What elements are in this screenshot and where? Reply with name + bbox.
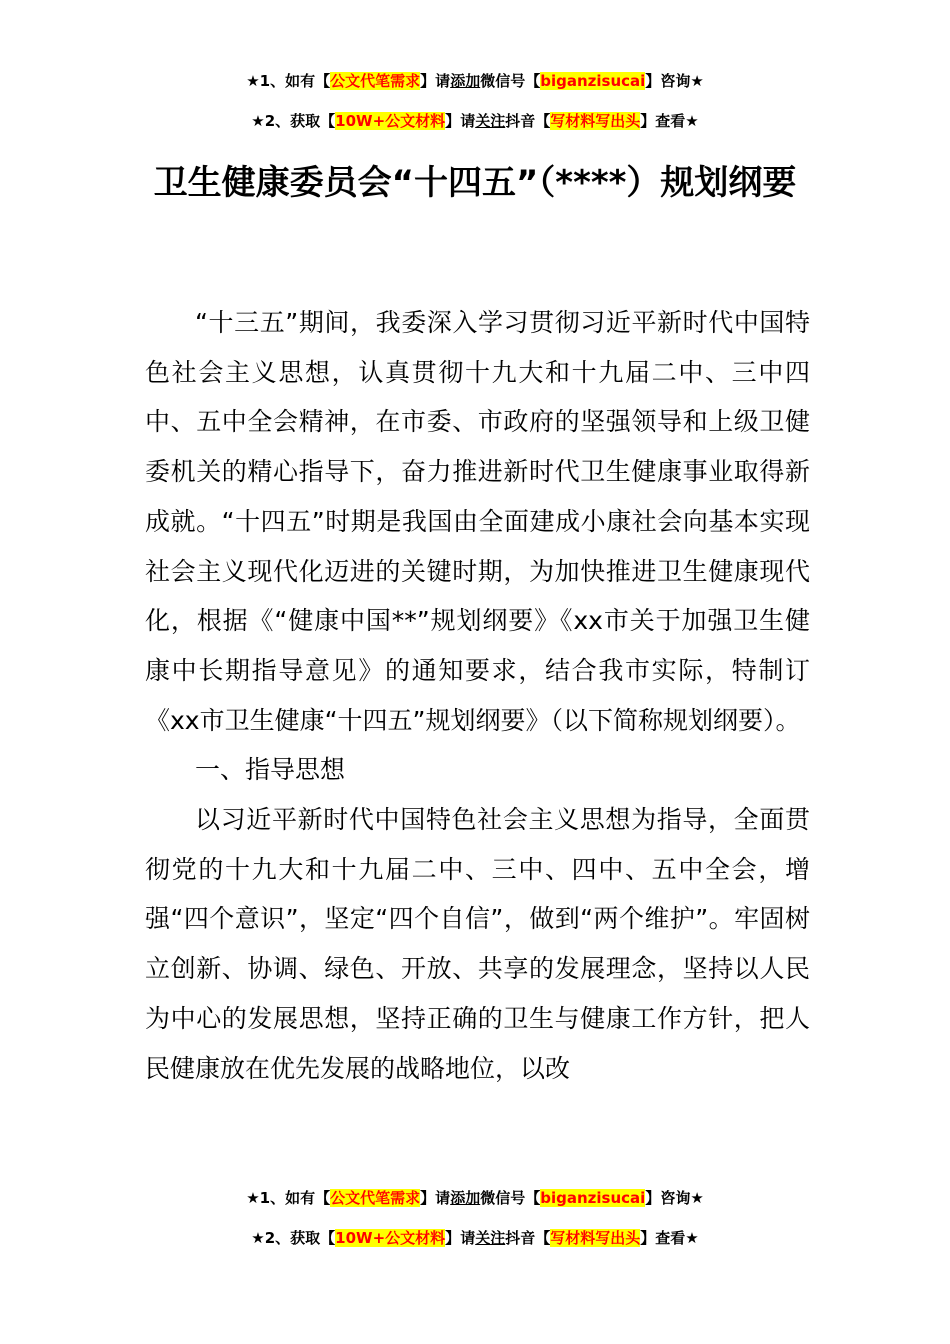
bracket: 】 <box>640 1229 656 1247</box>
banner-text: 咨询★ <box>660 1189 704 1207</box>
bottom-banner-line-1 <box>0 1187 950 1209</box>
highlight-douyin-account: 写材料写出头 <box>550 112 641 130</box>
banner-text: ★2、获取 <box>251 112 321 130</box>
banner-text: ★1、如有 <box>246 72 316 90</box>
underlined-add: 添加 <box>450 72 481 90</box>
highlight-writing-service: 公文代笔需求 <box>330 72 421 90</box>
highlight-douyin-account: 写材料写出头 <box>550 1229 641 1247</box>
document-title: 卫生健康委员会“十四五”（****）规划纲要 <box>153 163 797 203</box>
bracket: 【 <box>525 1189 541 1207</box>
highlight-writing-service: 公文代笔需求 <box>330 1189 421 1207</box>
section-heading-guiding-ideology: 一、指导思想 <box>195 755 346 785</box>
bracket: 【 <box>320 112 336 130</box>
bracket: 【 <box>535 1229 551 1247</box>
bottom-banner-line-2 <box>0 1227 950 1249</box>
underlined-follow: 关注 <box>475 112 506 130</box>
highlight-wechat-id: biganzisucai <box>540 1189 646 1207</box>
banner-text: 请 <box>435 72 451 90</box>
highlight-materials: 10W+公文材料 <box>335 112 446 130</box>
bracket: 【 <box>320 1229 336 1247</box>
banner-text: 查看★ <box>655 1229 699 1247</box>
document-body <box>145 298 810 1093</box>
underlined-add: 添加 <box>450 1189 481 1207</box>
bracket: 】 <box>420 1189 436 1207</box>
highlight-materials: 10W+公文材料 <box>335 1229 446 1247</box>
bracket: 】 <box>445 1229 461 1247</box>
banner-text: 微信号 <box>480 1189 526 1207</box>
top-banner-line-1 <box>0 70 950 92</box>
underlined-follow: 关注 <box>475 1229 506 1247</box>
bracket: 【 <box>535 112 551 130</box>
highlight-wechat-id: biganzisucai <box>540 72 646 90</box>
bracket: 【 <box>525 72 541 90</box>
banner-text: 抖音 <box>505 1229 536 1247</box>
banner-text: 抖音 <box>505 112 536 130</box>
bracket: 】 <box>645 72 661 90</box>
paragraph-guiding-ideology: 以习近平新时代中国特色社会主义思想为指导，全面贯彻党的十九大和十九届二中、三中、四中、五中全会，增强“四个意识”，坚定“四个自信”，做到“两个维护”。牢固树立创新、协调、绿色、开放、共享的发展理念，坚持以人民为中心的发展思想，坚持正确的卫生与健康工作方针，把人民健康放在优先发展的战略地位，以改 <box>145 805 810 1083</box>
banner-text: 查看★ <box>655 112 699 130</box>
banner-text: ★1、如有 <box>246 1189 316 1207</box>
banner-text: 咨询★ <box>660 72 704 90</box>
bracket: 】 <box>420 72 436 90</box>
bracket: 【 <box>315 72 331 90</box>
banner-text: 请 <box>460 112 476 130</box>
banner-text: 请 <box>460 1229 476 1247</box>
bracket: 】 <box>640 112 656 130</box>
bracket: 】 <box>445 112 461 130</box>
bracket: 【 <box>315 1189 331 1207</box>
banner-text: ★2、获取 <box>251 1229 321 1247</box>
banner-text: 请 <box>435 1189 451 1207</box>
paragraph-intro: “十三五”期间，我委深入学习贯彻习近平新时代中国特色社会主义思想，认真贯彻十九大和十九届二中、三中四中、五中全会精神，在市委、市政府的坚强领导和上级卫健委机关的精心指导下，奋力推进新时代卫生健康事业取得新成就。“十四五”时期是我国由全面建成小康社会向基本实现社会主义现代化迈进的关键时期，为加快推进卫生健康现代化，根据《“健康中国**”规划纲要》《xx市关于加强卫生健康中长期指导意见》的通知要求，结合我市实际，特制订《xx市卫生健康“十四五”规划纲要》（以下简称规划纲要）。 <box>145 308 810 735</box>
top-banner-line-2 <box>0 110 950 132</box>
bracket: 】 <box>645 1189 661 1207</box>
banner-text: 微信号 <box>480 72 526 90</box>
